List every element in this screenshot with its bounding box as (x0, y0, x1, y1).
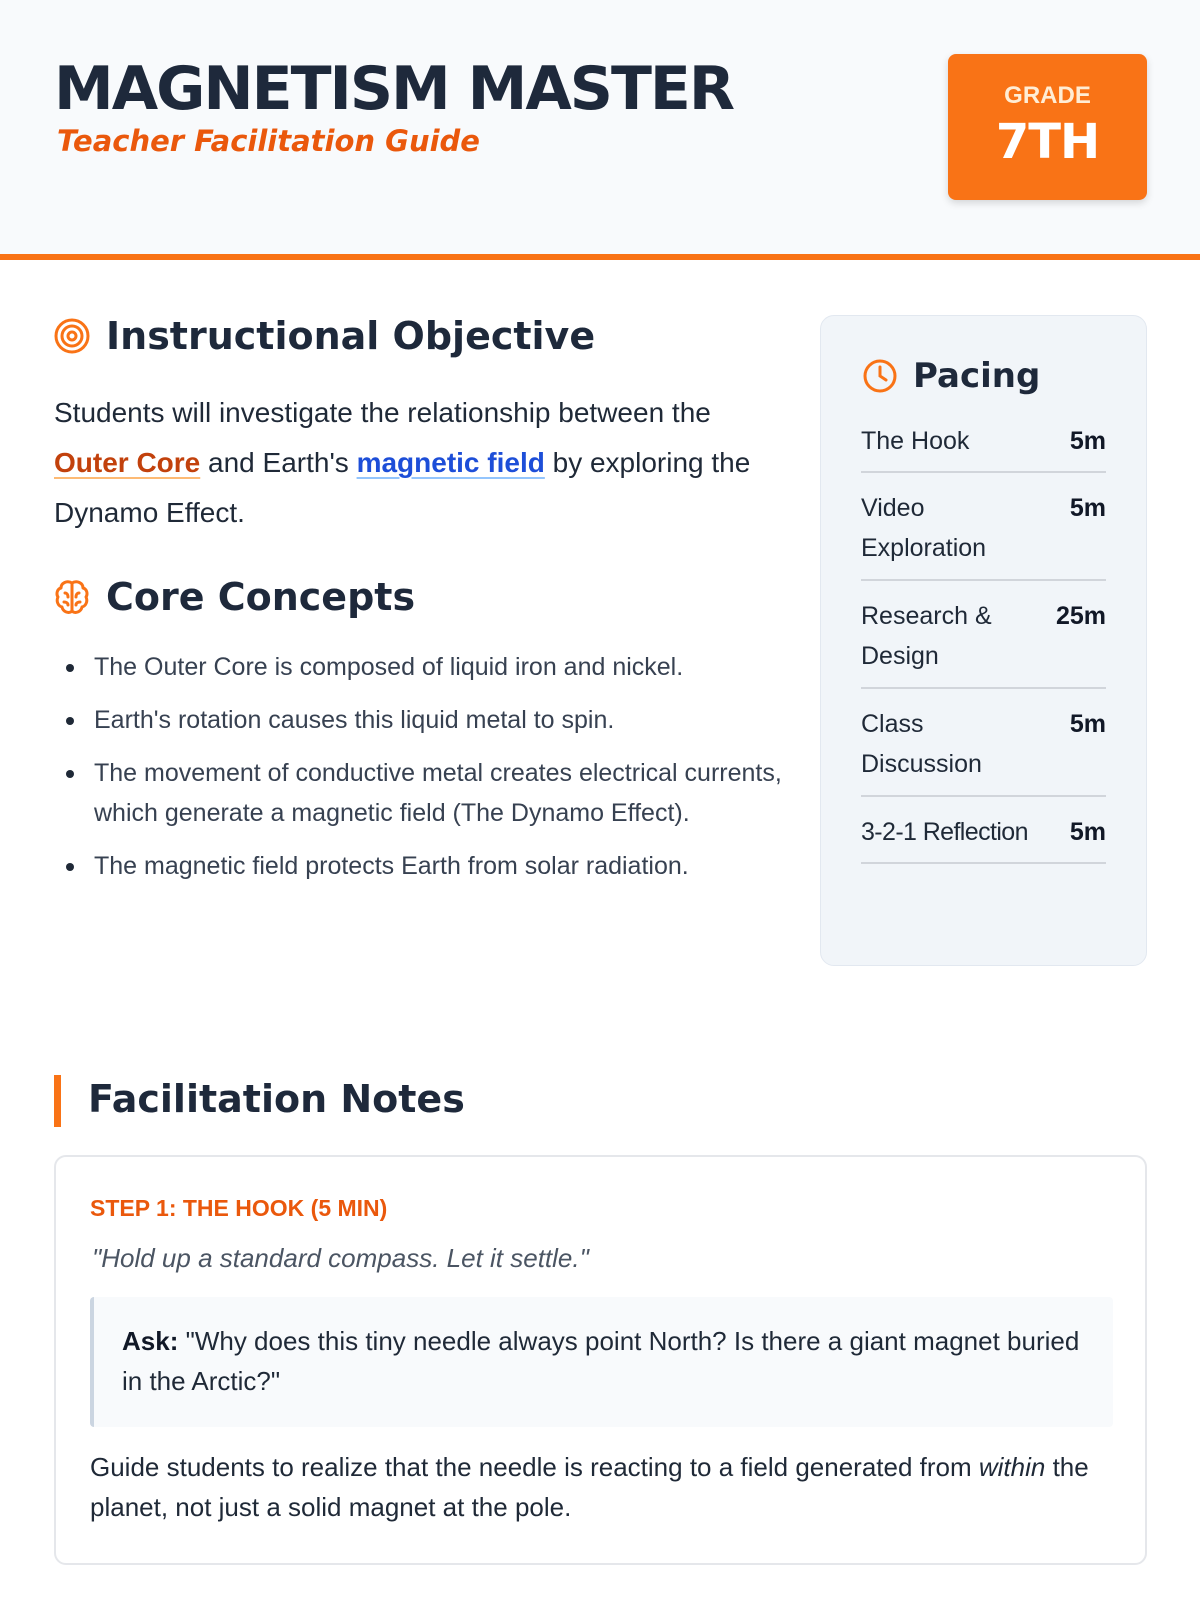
pacing-time: 5m (1069, 494, 1106, 522)
list-item: The Outer Core is composed of liquid iron and nickel. (54, 647, 784, 687)
pacing-label: Class Discussion (861, 710, 982, 778)
concepts-heading (52, 575, 415, 619)
pacing-heading (861, 356, 1040, 396)
list-item: Earth's rotation causes this liquid metal to spin. (54, 700, 784, 740)
pacing-time: 5m (1069, 818, 1106, 846)
pacing-time: 5m (1069, 427, 1106, 455)
grade-value: 7TH (995, 114, 1100, 170)
pacing-heading-text: Pacing (913, 356, 1041, 396)
grade-label: GRADE (1004, 82, 1091, 109)
page-subtitle: Teacher Facilitation Guide (57, 124, 480, 158)
pacing-row-hook (861, 421, 1106, 473)
step-quote: "Hold up a standard compass. Let it settle." (92, 1243, 589, 1273)
pacing-time: 5m (1069, 710, 1106, 738)
objective-heading (52, 314, 595, 358)
target-icon (52, 316, 92, 356)
pacing-row-discussion (861, 704, 1106, 797)
facilitation-accent-bar (54, 1075, 61, 1127)
concepts-heading-text: Core Concepts (106, 575, 416, 619)
ask-box (90, 1297, 1113, 1427)
term-magnetic-field[interactable]: magnetic field (356, 447, 545, 478)
clock-icon (861, 357, 899, 395)
brain-icon (52, 577, 92, 617)
guide-emphasis: within (978, 1452, 1046, 1482)
objective-heading-text: Instructional Objective (106, 314, 596, 358)
ask-label: Ask: (122, 1326, 179, 1356)
page-header (0, 0, 1200, 260)
concept-list (54, 647, 784, 899)
pacing-row-research (861, 596, 1106, 689)
step-title: STEP 1: THE HOOK (5 MIN) (90, 1195, 388, 1221)
step-guide-text: Guide students to realize that the needle is reacting to a field generated from within the planet, not just a solid magnet at the pole. (90, 1452, 1089, 1522)
ask-text: "Why does this tiny needle always point North? Is there a giant magnet buried in the Arctic?" (122, 1326, 1080, 1396)
list-item: The movement of conductive metal creates electrical currents, which generate a magnetic field (The Dynamo Effect). (54, 753, 784, 833)
pacing-row-reflection (861, 812, 1106, 864)
pacing-label: The Hook (861, 427, 970, 455)
list-item: The magnetic field protects Earth from solar radiation. (54, 846, 784, 886)
pacing-row-video (861, 488, 1106, 581)
term-outer-core[interactable]: Outer Core (54, 447, 201, 478)
pacing-card (820, 315, 1147, 966)
objective-text: Students will investigate the relationship between the Outer Core and Earth's magnetic field by exploring the Dynamo Effect. (54, 397, 751, 528)
step-card (54, 1155, 1147, 1565)
pacing-label: Research & Design (861, 602, 992, 670)
pacing-time: 25m (1055, 602, 1106, 630)
page-title: MAGNETISM MASTER (54, 54, 734, 124)
facilitation-heading: Facilitation Notes (88, 1077, 465, 1121)
pacing-label: 3-2-1 Reflection (861, 818, 1028, 846)
grade-badge (948, 54, 1147, 200)
pacing-label: Video Exploration (861, 494, 987, 562)
